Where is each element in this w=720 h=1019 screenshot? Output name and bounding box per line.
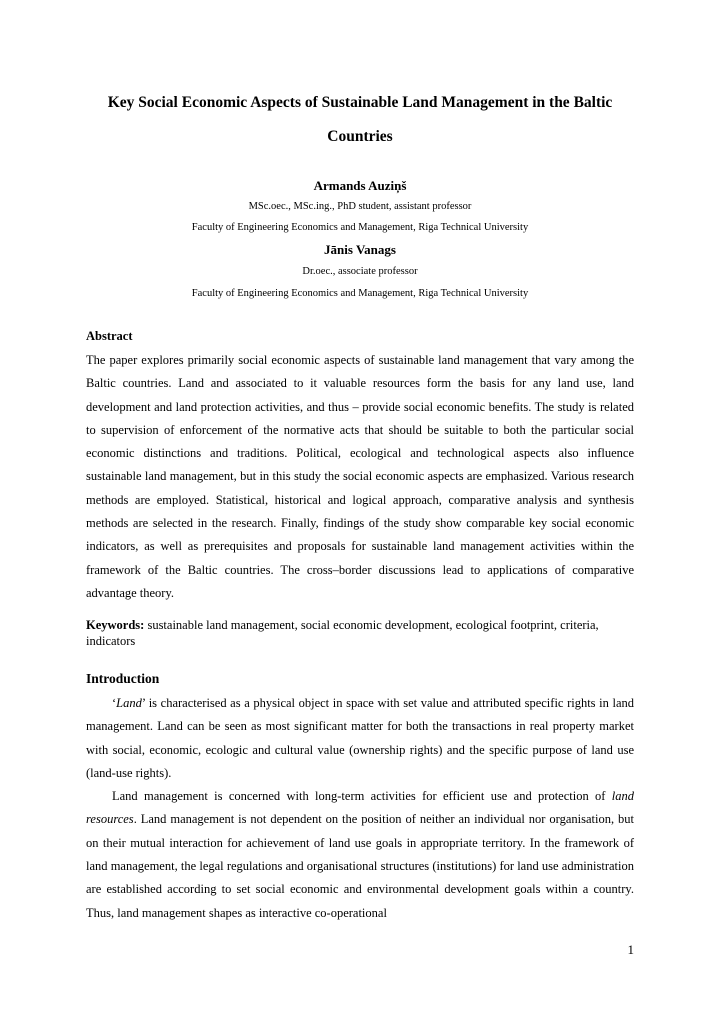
intro-term-land-resources: land resources [86, 789, 634, 827]
intro-p2-text: . Land management is not dependent on the position of neither an individual nor organisation, but on their mutual interaction for achievement of land use goals in appropriate territory. In the framework of land management, the legal regulations and organisational structures (institutions) for land use administration are established according to set social economic and environmental development goals within a country. Thus, land management shapes as interactive co-operational [86, 812, 634, 920]
keywords-label: Keywords: [86, 618, 145, 632]
author-name-2: Jānis Vanags [324, 242, 396, 257]
intro-p2-start: Land management is concerned with long-term activities for efficient use and protection of [112, 789, 612, 804]
keywords-text: sustainable land management, social economic development, ecological footprint, criteria, indicators [86, 618, 599, 648]
introduction-heading: Introduction [86, 671, 160, 686]
intro-term-land: Land [116, 696, 142, 710]
author-affiliation-2: Faculty of Engineering Economics and Management, Riga Technical University [191, 288, 529, 299]
introduction-body [86, 692, 634, 925]
author-affiliation-1: Faculty of Engineering Economics and Management, Riga Technical University [191, 222, 529, 233]
author-degrees-1: MSc.oec., MSc.ing., PhD student, assistant professor [248, 201, 472, 212]
author-degrees-2: Dr.oec., associate professor [302, 266, 418, 277]
abstract-heading: Abstract [86, 329, 133, 343]
keywords [86, 617, 634, 649]
intro-paragraph-1 [86, 692, 634, 785]
intro-p1-text: ’ is characterised as a physical object in space with set value and attributed specific rights in land management. Land can be seen as most significant matter for both the transactions in real property market with social, economic, ecologic and cultural value (ownership rights) and the specific purpose of land use (land-use rights). [86, 696, 634, 780]
author-name-1: Armands Auziņš [313, 178, 407, 193]
page-number: 1 [627, 942, 634, 957]
abstract-text: The paper explores primarily social economic aspects of sustainable land management that vary among the Baltic countries. Land and associated to it valuable resources form the basis for any land use, land development and land protection activities, and thus – provide social economic benefits. The study is related to supervision of enforcement of the normative acts that should be suitable to both the particular social economic distinctions and traditions. Political, ecological and technological aspects also influence sustainable land management, but in this study the social economic aspects are emphasized. Various research methods are employed. Statistical, historical and logical approach, comparative analysis and synthesis methods are selected in the research. Finally, findings of the study show comparable key social economic indicators, as well as prerequisites and proposals for sustainable land management activities within the framework of the Baltic countries. The cross–border discussions lead to applications of comparative advantage theory. [86, 353, 634, 600]
paper-title: Key Social Economic Aspects of Sustainable Land Management in the Baltic Countries [107, 94, 613, 145]
intro-paragraph-2 [86, 785, 634, 925]
intro-open-quote: ‘ [112, 696, 117, 710]
